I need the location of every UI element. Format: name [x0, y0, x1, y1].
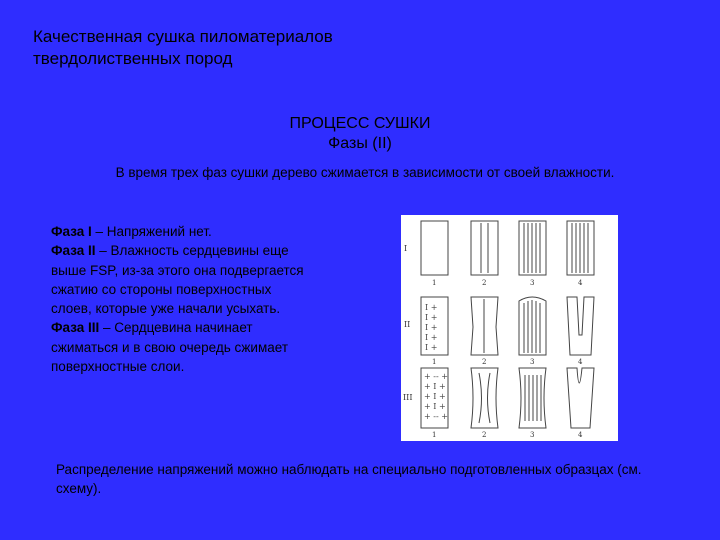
col-label-r2-4: 4 [578, 358, 583, 366]
svg-text:+ -- +: + -- + [424, 372, 448, 381]
svg-text:I +: I + [425, 343, 438, 352]
col-label-r1-1: 1 [432, 279, 437, 287]
heading-line-1: ПРОЦЕСС СУШКИ [289, 115, 431, 132]
drying-stress-diagram [401, 215, 618, 441]
row-label-1: I [404, 244, 408, 253]
svg-text:+ -- +: + -- + [424, 412, 448, 421]
title-line-2: твердолиственных пород [33, 49, 233, 68]
board-r3-c4 [567, 368, 594, 428]
phase3-text: – Сердцевина начинает сжиматься и в свою очередь сжимает поверхностные слои. [51, 320, 289, 375]
svg-text:+ I +: + I + [424, 382, 446, 391]
col-label-r3-4: 4 [578, 431, 583, 439]
svg-text:I +: I + [425, 323, 438, 332]
svg-text:+ I +: + I + [424, 402, 446, 411]
col-label-r2-3: 3 [530, 358, 535, 366]
board-r3-c2 [471, 368, 498, 428]
phases-description [51, 222, 311, 376]
svg-text:+ I +: + I + [424, 392, 446, 401]
board-r2-c4 [567, 297, 594, 355]
slide-title [33, 26, 453, 70]
board-r1-c1 [421, 221, 448, 275]
col-label-r1-3: 3 [530, 279, 535, 287]
svg-text:I +: I + [425, 303, 438, 312]
col-label-r2-1: 1 [432, 358, 437, 366]
footer-note: Распределение напряжений можно наблюдать на специально подготовленных образцах (см. схему). [56, 462, 642, 496]
row-label-3: III [403, 393, 413, 402]
phase3-label: Фаза III [51, 320, 100, 336]
intro-text: В время трех фаз сушки дерево сжимается в зависимости от своей влажности. [115, 165, 615, 180]
row-label-2: II [404, 320, 411, 329]
phase2-text: – Влажность сердцевины еще выше FSP, из-за этого она подвергается сжатию со стороны поверхностных слоев, которые уже начали усыхать. [51, 243, 304, 317]
svg-text:I +: I + [425, 333, 438, 342]
title-line-1: Качественная сушка пиломатериалов [33, 27, 333, 46]
col-label-r3-1: 1 [432, 431, 437, 439]
col-label-r1-4: 4 [578, 279, 583, 287]
svg-text:I +: I + [425, 313, 438, 322]
board-r1-c2 [471, 221, 498, 275]
col-label-r1-2: 2 [482, 279, 487, 287]
diagram-svg [401, 215, 618, 441]
col-label-r3-2: 2 [482, 431, 487, 439]
phase2-label: Фаза II [51, 243, 96, 259]
section-heading [0, 114, 720, 154]
col-label-r2-2: 2 [482, 358, 487, 366]
phase1-label: Фаза I [51, 224, 92, 239]
heading-line-2: Фазы (II) [328, 135, 392, 152]
phase1-text: – Напряжений нет. [91, 224, 212, 239]
col-label-r3-3: 3 [530, 431, 535, 439]
